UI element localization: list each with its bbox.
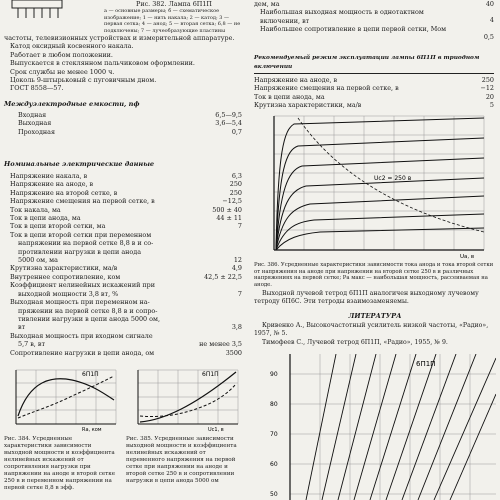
mode-section — [254, 54, 494, 118]
fig382-caption-block — [104, 0, 244, 34]
fig387-label: 6П1П — [416, 360, 436, 368]
fig387 — [266, 354, 496, 500]
capacitance-section — [4, 100, 242, 136]
literature-heading: ЛИТЕРАТУРА — [348, 312, 402, 320]
left-column — [0, 0, 246, 500]
nom-row: Крутизна характеристики, ма/в 4,9 — [10, 264, 242, 273]
fig384-axis-label: Rа, ком — [82, 427, 102, 432]
fig387-tick: 50 — [270, 491, 278, 498]
intro-line-5: Цоколь 9-штырьковый с пуговичным дном. — [10, 76, 157, 85]
fig385-caption: Рис. 385. Усредненные зависимости выходной мощности и коэффициента нелинейных искажений от переменного напряжения на первой сетке при напряжении на аноде и второй сетке 250 в и сопротивлении нагрузки в цепи анода 5000 ом — [126, 436, 237, 484]
fig382-caption: Рис. 382. Лампа 6П1П — [136, 0, 212, 8]
nom-text: Коэффициент нелинейных искажений при — [10, 281, 155, 290]
top-row-label: Наибольшее сопротивление в цепи первой сетки, Мом — [260, 25, 447, 34]
nom-row: 5,7 в, вт не менее 3,5 — [18, 340, 242, 349]
fig386-note: Uс2 = 250 в — [374, 175, 412, 182]
intro-line-1: Катод оксидный косвенного накала. — [10, 42, 134, 51]
fig386-caption: Рис. 386. Усредненные характеристики зависимости тока анода и тока второй сетки от напряжения на аноде при напряжении на второй сетке 250 в и различных напряжениях на первой сетке; Pа макс — наибольшая мощность, рассеиваемая на аноде. — [254, 262, 494, 288]
fig387-graph — [266, 354, 496, 500]
fig385-graph — [124, 366, 244, 432]
nominal-section — [4, 160, 242, 357]
intro-line-0: частоты, телевизионных устройствах и измерительной аппаратуре. — [4, 34, 235, 42]
fig384-label: 6П1П — [82, 371, 99, 378]
mode-row: Напряжение на аноде, в 250 — [254, 76, 494, 84]
top-row: дем, ма 40 — [254, 0, 494, 8]
intro-block — [4, 34, 244, 93]
top-row-value: 0,5 — [483, 33, 494, 41]
fig384-graph — [2, 366, 120, 432]
fig384 — [2, 366, 120, 432]
nom-row: 5000 ом, ма 12 — [18, 256, 242, 265]
nom-text: Выходная мощность при переменном на- — [10, 298, 150, 307]
mode-row: Напряжение смещения на первой сетке, в −12 — [254, 84, 494, 93]
nom-row: Напряжение на второй сетке, в 250 — [10, 188, 242, 197]
fig386-graph — [254, 110, 498, 260]
nom-row: Напряжение на аноде, в 250 — [10, 180, 242, 189]
nom-row: Напряжение смещения на первой сетке, в −12,5 — [10, 197, 242, 206]
fig387-tick: 70 — [270, 431, 278, 438]
intro-line-6: ГОСТ 8558—57. — [10, 84, 64, 93]
cap-row: Входная 6,5—9,5 — [18, 111, 242, 119]
nom-text: Ток в цепи второй сетки при переменном — [10, 230, 152, 239]
mode-row: Крутизна характеристики, ма/в 5 — [254, 101, 494, 110]
fig385 — [124, 366, 244, 432]
right-column — [252, 0, 500, 500]
fig387-tick: 80 — [270, 401, 278, 408]
intro-line-4: Срок службы не менее 1000 ч. — [10, 67, 115, 76]
nom-text: напряжении на первой сетке 8,8 в и со- — [18, 239, 154, 248]
capacitance-heading: Междуэлектродные емкости, пф — [4, 100, 140, 108]
mode-heading: Рекомендуемый режим эксплуатации лампы 6П1П в триодном включении — [254, 55, 480, 70]
nom-row: Ток в цепи анода, ма 44 ± 11 — [10, 214, 242, 223]
nom-row: Внутреннее сопротивление, ком 42,5 ± 22,5 — [10, 272, 242, 281]
mode-row: Ток в цепи анода, ма 20 — [254, 92, 494, 101]
analog-text: Выходной лучевой тетрод 6П1П аналогичен выходному лучевому тетроду 6П6С. Эти тетроды взаимозаменяемы. — [254, 290, 479, 305]
nom-row: Ток в цепи второй сетки, ма 7 — [10, 222, 242, 231]
intro-line-3: Выпускается в стеклянном пальчиковом оформлении. — [10, 59, 195, 68]
fig387-tick: 60 — [270, 461, 278, 468]
cap-row: Выходная 3,6—5,4 — [18, 119, 242, 128]
lit-item: Тимофеев С., Лучевой тетрод 6П1П, «Радио», 1955, № 9. — [262, 339, 448, 346]
fig385-label: 6П1П — [202, 371, 219, 378]
nom-text: тивлении нагрузки в цепи анода 5000 ом, — [18, 314, 160, 323]
nom-row: выходной мощности 3,8 вт, % 7 — [18, 289, 242, 298]
nom-row: Сопротивление нагрузки в цепи анода, ом 3500 — [10, 348, 242, 357]
fig385-axis-label: Uс1, в — [208, 427, 224, 432]
nom-text: пряжении на первой сетке 8,8 в и сопро- — [18, 306, 158, 315]
top-row-value: 4 — [489, 16, 494, 24]
nom-text: Выходная мощность при входном сигнале — [10, 331, 153, 340]
nom-text: противлении нагрузки в цепи анода — [18, 247, 142, 256]
nom-row: вт 3,8 — [18, 323, 242, 332]
lamp-dimension-drawing — [2, 0, 102, 24]
top-row-label: Наибольшая выходная мощность в однотактном включении, вт — [260, 8, 424, 25]
top-rows — [254, 0, 494, 41]
fig382-legend: а — основные размеры; б — схематическое изображение; 1 — нить накала; 2 — катод; 3 — первая сетка; 4 — анод; 5 — вторая сетка; 6,8 — не подключены; 7 — лучеобразующие пластины — [104, 8, 241, 34]
cap-row: Проходная 0,7 — [18, 127, 242, 136]
fig384-caption: Рис. 384. Усредненные характеристики зависимости выходной мощности и коэффициента нелинейных искажений от сопротивления нагрузки при напряжении на аноде и второй сетке 250 в и переменном напряжении на первой сетке 8,8 в эфф. — [4, 436, 116, 491]
nom-row: Напряжение накала, в 6,3 — [10, 172, 242, 180]
lit-item: Кривенко А., Высокочастотный усилитель низкой частоты, «Радио», 1957, № 5. — [254, 322, 489, 337]
intro-line-2: Работает в любом положении. — [10, 50, 113, 59]
nom-row: Ток накала, ма 500 ± 40 — [10, 205, 242, 214]
nominal-heading: Номинальные электрические данные — [4, 160, 155, 168]
fig386 — [254, 110, 498, 260]
fig387-tick: 90 — [270, 371, 278, 378]
fig386-axis-label: Uа, в — [460, 254, 475, 260]
lamp-drawing — [2, 0, 102, 24]
